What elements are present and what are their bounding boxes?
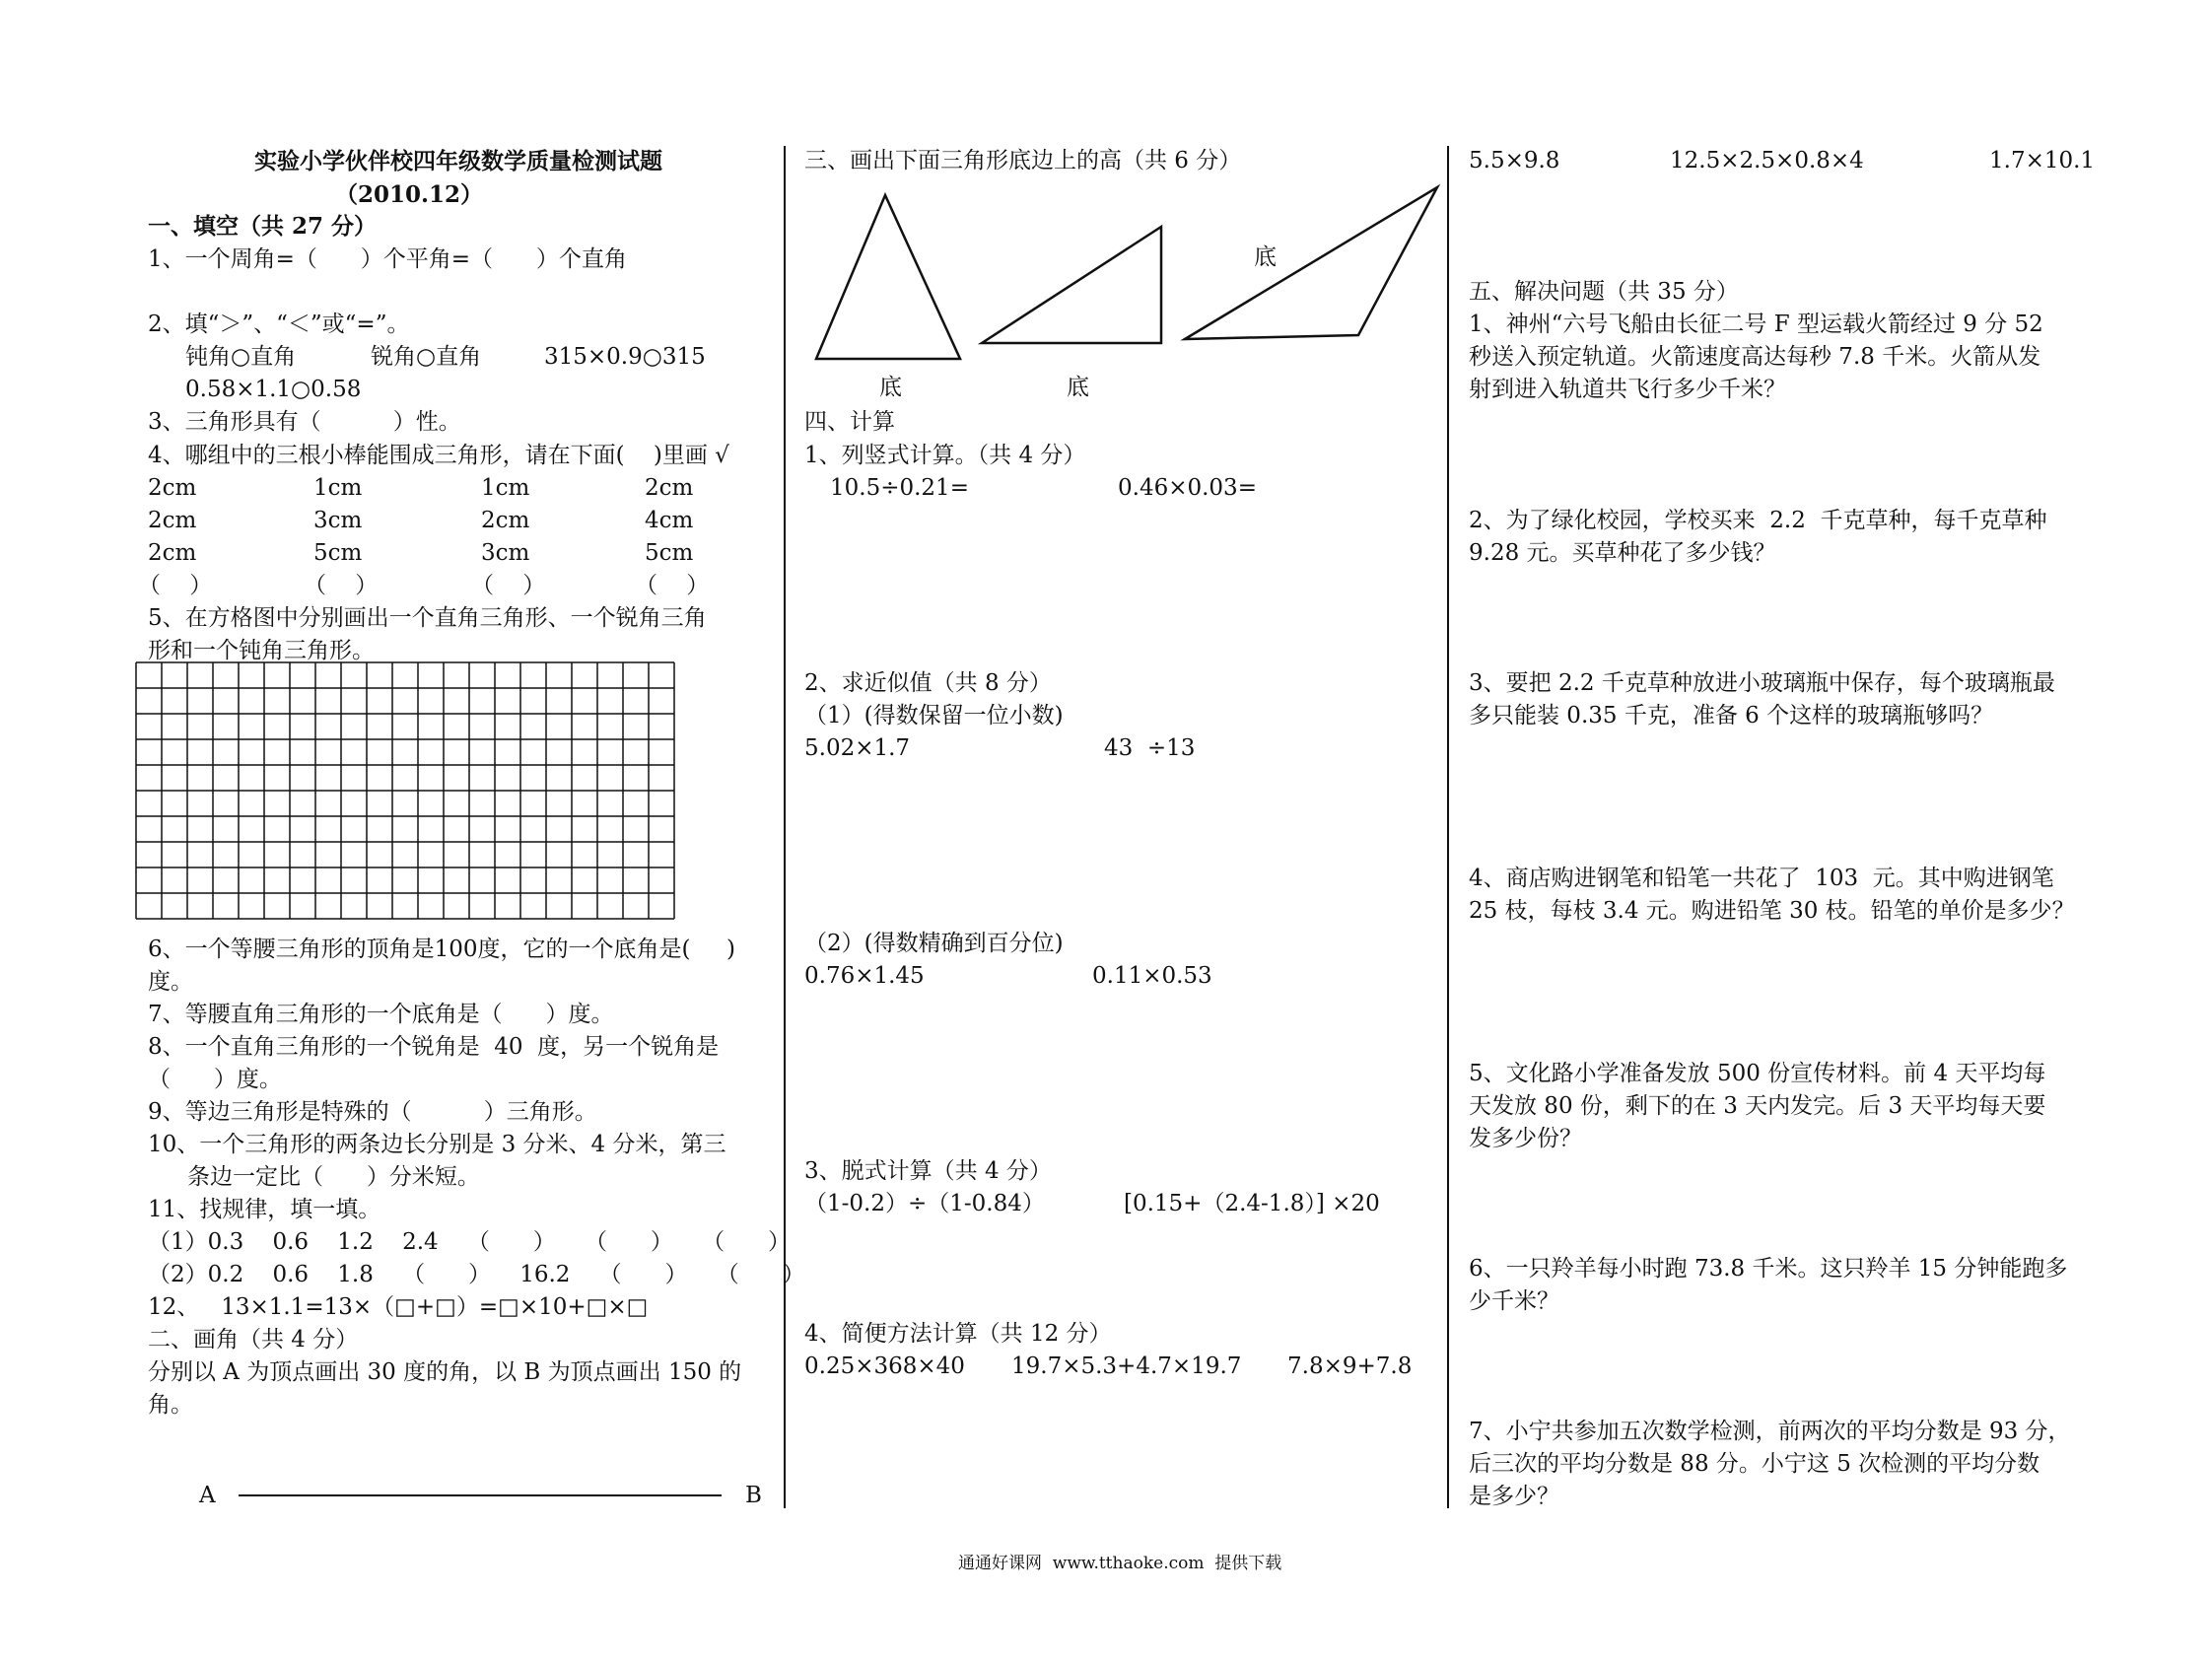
- question-7: 7、等腰直角三角形的一个底角是（ ）度。: [148, 1002, 614, 1027]
- question-11-sequence-1: （1）0.3 0.6 1.2 2.4 （ ） （ ） （ ）: [148, 1229, 792, 1255]
- stick-cell: 2cm: [148, 508, 197, 533]
- question-10-line-1: 10、一个三角形的两条边长分别是 3 分米、4 分米，第三: [148, 1132, 726, 1157]
- stick-cell: 4cm: [645, 508, 694, 533]
- problem-3-line-2: 多只能装 0.35 千克，准备 6 个这样的玻璃瓶够吗？: [1469, 703, 1994, 728]
- calc-2-item-c: 0.76×1.45: [804, 963, 925, 989]
- calc-2-heading: 2、求近似值（共 8 分）: [804, 670, 1052, 696]
- problem-5-line-1: 5、文化路小学准备发放 500 份宣传材料。前 4 天平均每: [1469, 1061, 2046, 1086]
- stick-cell: 2cm: [645, 475, 694, 501]
- problem-5-line-3: 发多少份？: [1469, 1126, 1582, 1151]
- triangle-3: [1185, 187, 1437, 339]
- answer-blank[interactable]: （ ）: [138, 573, 213, 598]
- problem-7-line-2: 后三次的平均分数是 88 分。小宁这 5 次检测的平均分数: [1469, 1451, 2040, 1477]
- calc-4-item-a: 0.25×368×40: [804, 1353, 965, 1379]
- stick-cell: 2cm: [148, 475, 197, 501]
- problem-4-line-2: 25 枝，每枝 3.4 元。购进铅笔 30 枝。铅笔的单价是多少？: [1469, 898, 2075, 924]
- stick-cell: 2cm: [148, 540, 197, 566]
- problem-7-line-1: 7、小宁共参加五次数学检测，前两次的平均分数是 93 分，: [1469, 1419, 2071, 1444]
- stick-cell: 5cm: [645, 540, 694, 566]
- calc-4-item-f: 1.7×10.1: [1989, 148, 2096, 173]
- question-2-item-c: 315×0.9○315: [544, 344, 706, 370]
- calc-1-heading: 1、列竖式计算。（共 4 分）: [804, 443, 1086, 468]
- problem-7-line-3: 是多少？: [1469, 1484, 1559, 1509]
- column-divider-right: [1447, 146, 1449, 1508]
- point-b-label: B: [745, 1483, 762, 1508]
- calc-4-item-d: 5.5×9.8: [1469, 148, 1560, 173]
- question-9: 9、等边三角形是特殊的（ ）三角形。: [148, 1099, 597, 1125]
- point-a-label: A: [199, 1483, 216, 1508]
- calc-2-item-d: 0.11×0.53: [1092, 963, 1212, 989]
- problem-4-line-1: 4、商店购进钢笔和铅笔一共花了 103 元。其中购进钢笔: [1469, 866, 2054, 891]
- question-2: 2、填“＞”、“＜”或“=”。: [148, 312, 410, 337]
- question-2-item-d: 0.58×1.1○0.58: [185, 377, 362, 402]
- question-4: 4、哪组中的三根小棒能围成三角形，请在下面( )里画 √: [148, 443, 729, 468]
- calc-2-sub-1: （1）(得数保留一位小数): [804, 703, 1064, 728]
- section-2-text-line-2: 角。: [148, 1392, 193, 1418]
- problem-6-line-1: 6、一只羚羊每小时跑 73.8 千米。这只羚羊 15 分钟能跑多: [1469, 1256, 2068, 1282]
- calc-4-item-c: 7.8×9+7.8: [1287, 1353, 1413, 1379]
- question-8-line-1: 8、一个直角三角形的一个锐角是 40 度，另一个锐角是: [148, 1034, 720, 1060]
- stick-cell: 1cm: [481, 475, 530, 501]
- answer-blank[interactable]: （ ）: [635, 573, 710, 598]
- section-4-heading: 四、计算: [804, 409, 895, 435]
- section-2-text-line-1: 分别以 A 为顶点画出 30 度的角，以 B 为顶点画出 150 的: [148, 1359, 742, 1385]
- triangle-3-base-label: 底: [1254, 244, 1277, 270]
- triangle-1: [816, 195, 960, 359]
- question-3: 3、三角形具有（ ）性。: [148, 409, 461, 435]
- stick-cell: 5cm: [313, 540, 363, 566]
- calc-2-item-b: 43 ÷13: [1104, 735, 1196, 761]
- question-5-line-2: 形和一个钝角三角形。: [148, 638, 375, 663]
- problem-3-line-1: 3、要把 2.2 千克草种放进小玻璃瓶中保存，每个玻璃瓶最: [1469, 670, 2055, 696]
- calc-1-item-b: 0.46×0.03=: [1118, 475, 1257, 501]
- problem-2-line-1: 2、为了绿化校园，学校买来 2.2 千克草种，每千克草种: [1469, 508, 2047, 533]
- question-1: 1、一个周角=（ ）个平角=（ ）个直角: [148, 246, 627, 272]
- stick-cell: 1cm: [313, 475, 363, 501]
- page-title: 实验小学伙伴校四年级数学质量检测试题: [254, 148, 662, 174]
- triangle-2: [982, 227, 1161, 343]
- question-5-line-1: 5、在方格图中分别画出一个直角三角形、一个锐角三角: [148, 605, 707, 631]
- calc-3-item-a: （1-0.2）÷（1-0.84）: [804, 1191, 1045, 1216]
- problem-6-line-2: 少千米？: [1469, 1288, 1559, 1314]
- calc-2-sub-2: （2）(得数精确到百分位): [804, 931, 1064, 956]
- question-10-line-2: 条边一定比（ ）分米短。: [187, 1164, 480, 1190]
- triangle-1-base-label: 底: [879, 375, 902, 400]
- question-8-line-2: （ ）度。: [148, 1067, 282, 1092]
- question-2-item-b: 锐角○直角: [371, 344, 482, 370]
- triangle-2-base-label: 底: [1067, 375, 1089, 400]
- section-2-heading: 二、画角（共 4 分）: [148, 1327, 359, 1353]
- problem-1-line-3: 射到进入轨道共飞行多少千米？: [1469, 377, 1786, 402]
- stick-cell: 3cm: [481, 540, 530, 566]
- page-date: （2010.12）: [335, 181, 484, 208]
- question-11-sequence-2: （2）0.2 0.6 1.8 （ ） 16.2 （ ） （ ）: [148, 1262, 805, 1287]
- calc-3-heading: 3、脱式计算（共 4 分）: [804, 1158, 1052, 1184]
- answer-blank[interactable]: （ ）: [304, 573, 379, 598]
- problem-1-line-1: 1、神州“六号飞船由长征二号 F 型运载火箭经过 9 分 52: [1469, 312, 2043, 337]
- calc-4-item-e: 12.5×2.5×0.8×4: [1670, 148, 1864, 173]
- question-6-line-1: 6、一个等腰三角形的顶角是100度，它的一个底角是( ): [148, 937, 736, 962]
- footer-credit: 通通好课网 www.tthaoke.com 提供下载: [958, 1554, 1282, 1573]
- answer-blank[interactable]: （ ）: [471, 573, 546, 598]
- angle-baseline[interactable]: [239, 1494, 722, 1496]
- section-5-heading: 五、解决问题（共 35 分）: [1469, 279, 1739, 305]
- question-6-line-2: 度。: [148, 969, 193, 995]
- calc-4-item-b: 19.7×5.3+4.7×19.7: [1011, 1353, 1242, 1379]
- problem-1-line-2: 秒送入预定轨道。火箭速度高达每秒 7.8 千米。火箭从发: [1469, 344, 2041, 370]
- question-11: 11、找规律，填一填。: [148, 1197, 381, 1222]
- stick-cell: 2cm: [481, 508, 530, 533]
- section-3-heading: 三、画出下面三角形底边上的高（共 6 分）: [804, 148, 1242, 173]
- calc-2-item-a: 5.02×1.7: [804, 735, 911, 761]
- stick-cell: 3cm: [313, 508, 363, 533]
- section-1-heading: 一、填空（共 27 分）: [148, 213, 378, 240]
- problem-2-line-2: 9.28 元。买草种花了多少钱？: [1469, 540, 1776, 566]
- question-2-item-a: 钝角○直角: [185, 344, 297, 370]
- column-divider-left: [784, 146, 786, 1508]
- question-12: 12、 13×1.1=13×（□+□）=□×10+□×□: [148, 1294, 649, 1320]
- calc-3-item-b: [0.15+（2.4-1.8）] ×20: [1124, 1191, 1380, 1216]
- calc-1-item-a: 10.5÷0.21=: [830, 475, 969, 501]
- problem-5-line-2: 天发放 80 份，剩下的在 3 天内发完。后 3 天平均每天要: [1469, 1093, 2046, 1119]
- calc-4-heading: 4、简便方法计算（共 12 分）: [804, 1321, 1112, 1347]
